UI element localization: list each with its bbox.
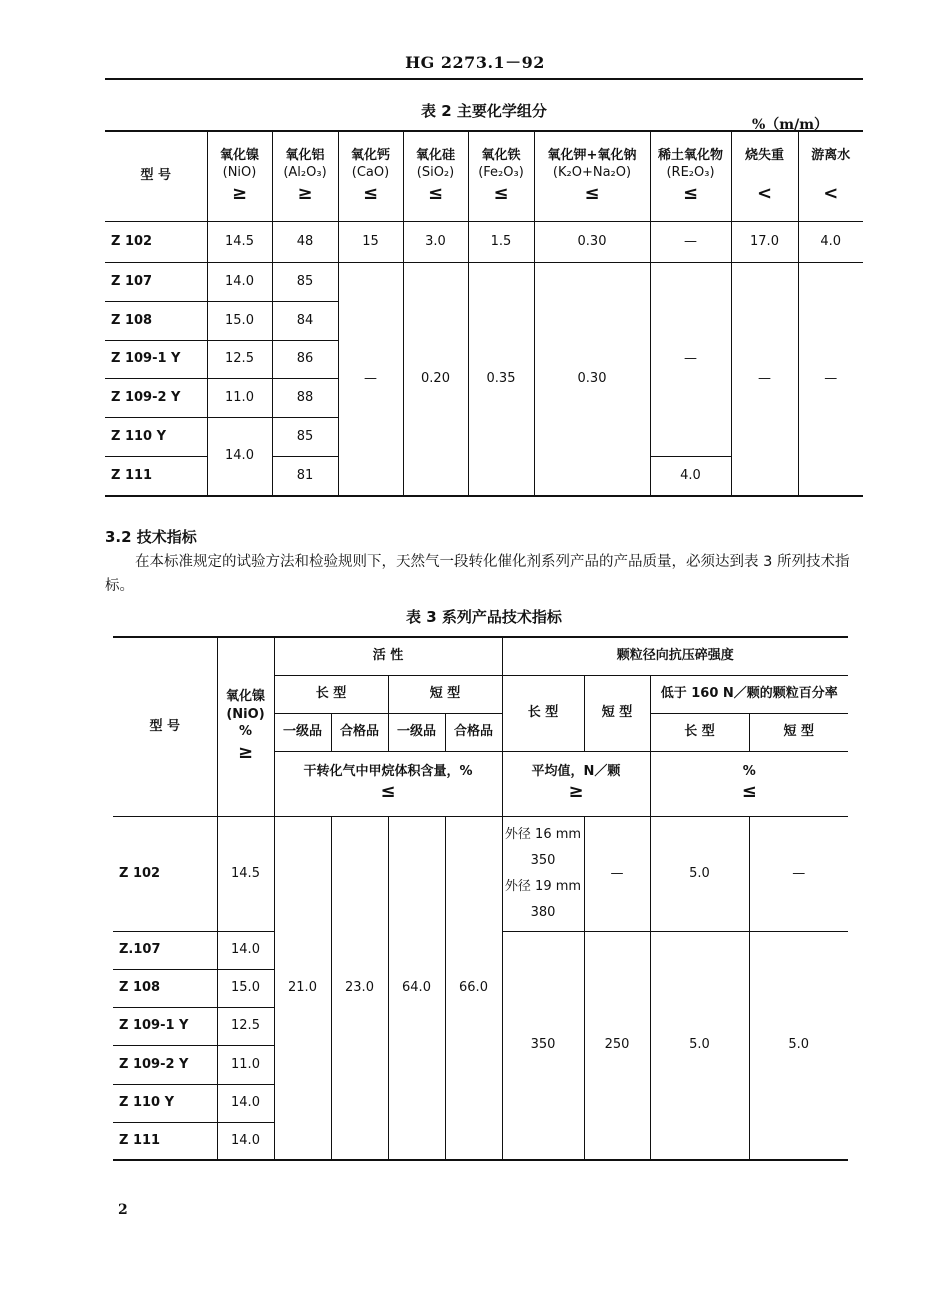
nio-cell: 15.0	[207, 301, 272, 340]
nio-cell: 14.0	[217, 931, 274, 969]
col-k2o-na2o: 氧化钾+氧化钠 (K₂O+Na₂O) ≤	[534, 131, 650, 221]
col-free-water: 游离水 <	[798, 131, 863, 221]
strength-short-header: 短 型	[584, 675, 650, 751]
sio2-merged-cell: 0.20	[403, 262, 468, 496]
col-re2o3: 稀土氧化物 (RE₂O₃) ≤	[650, 131, 731, 221]
fe2o3-cell: 1.5	[468, 221, 534, 262]
activity-long-header: 长 型	[274, 675, 388, 713]
model-cell: Z 109-2 Y	[113, 1045, 217, 1084]
short-grade1-value: 64.0	[388, 816, 445, 1160]
short-qualified-header: 合格品	[445, 713, 502, 751]
table3-technical-indicators	[113, 636, 848, 1161]
nio-cell: 12.5	[207, 340, 272, 378]
nio-cell: 14.5	[207, 221, 272, 262]
nio-cell: 11.0	[207, 378, 272, 417]
activity-short-header: 短 型	[388, 675, 502, 713]
activity-header: 活 性	[274, 637, 502, 675]
model-cell: Z 107	[105, 262, 207, 301]
short-grade1-header: 一级品	[388, 713, 445, 751]
nio-cell: 14.0	[217, 1084, 274, 1122]
col-al2o3: 氧化铝 (Al₂O₃) ≥	[272, 131, 338, 221]
z102-pct-short: —	[749, 816, 848, 931]
nio-cell: 14.5	[217, 816, 274, 931]
long-qualified-value: 23.0	[331, 816, 388, 1160]
water-merged-cell: —	[798, 262, 863, 496]
table3-model-header: 型 号	[113, 637, 217, 816]
table2-chemical-composition	[105, 130, 863, 497]
table3-caption: 表 3 系列产品技术指标	[406, 608, 562, 626]
loss-merged-cell: —	[731, 262, 798, 496]
table3-header-row-1	[113, 637, 848, 675]
standard-code: HG 2273.1－92	[405, 53, 545, 72]
model-cell: Z 110 Y	[113, 1084, 217, 1122]
z102-pct-long: 5.0	[650, 816, 749, 931]
nio-cell: 14.0	[207, 262, 272, 301]
section-title: 3.2 技术指标	[105, 528, 197, 546]
pct-unit-header: % ≤	[650, 751, 848, 816]
methane-unit-header: 干转化气中甲烷体积含量，% ≤	[274, 751, 502, 816]
k2o-na2o-cell: 0.30	[534, 221, 650, 262]
loss-cell: 17.0	[731, 221, 798, 262]
col-loss-on-ignition: 烧失重 <	[731, 131, 798, 221]
nio-cell: 15.0	[217, 969, 274, 1007]
z102-strength-long: 外径 16 mm 350 外径 19 mm 380	[502, 816, 584, 931]
model-cell: Z 108	[105, 301, 207, 340]
pct-long-value: 5.0	[650, 931, 749, 1160]
table2-header-row	[105, 131, 863, 221]
nio-merged-cell: 14.0	[207, 417, 272, 496]
re2o3-merged-cell: —	[650, 262, 731, 456]
pct-short-header: 短 型	[749, 713, 848, 751]
model-cell: Z.107	[113, 931, 217, 969]
section-paragraph: 在本标准规定的试验方法和检验规则下，天然气一段转化催化剂系列产品的产品质量，必须达到表 3 所列技术指标。	[105, 554, 850, 594]
strength-long-value: 350	[502, 931, 584, 1160]
cao-merged-cell: —	[338, 262, 403, 496]
fe2o3-merged-cell: 0.35	[468, 262, 534, 496]
strength-header: 颗粒径向抗压碎强度	[502, 637, 848, 675]
nio-cell: 11.0	[217, 1045, 274, 1084]
strength-long-header: 长 型	[502, 675, 584, 751]
sio2-cell: 3.0	[403, 221, 468, 262]
col-sio2: 氧化硅 (SiO₂) ≤	[403, 131, 468, 221]
header-rule	[105, 78, 863, 80]
table-row	[113, 816, 848, 931]
table2-model-header: 型 号	[105, 131, 207, 221]
long-qualified-header: 合格品	[331, 713, 388, 751]
model-cell: Z 111	[113, 1122, 217, 1160]
page-number: 2	[118, 1202, 128, 1218]
pct-short-value: 5.0	[749, 931, 848, 1160]
z102-strength-short: —	[584, 816, 650, 931]
table2-unit: %（m/m）	[752, 117, 829, 133]
pct-long-header: 长 型	[650, 713, 749, 751]
table-row	[105, 262, 863, 301]
long-grade1-header: 一级品	[274, 713, 331, 751]
table-row	[105, 221, 863, 262]
col-nio: 氧化镍 (NiO) ≥	[207, 131, 272, 221]
strength-short-value: 250	[584, 931, 650, 1160]
k2o-na2o-merged-cell: 0.30	[534, 262, 650, 496]
cao-cell: 15	[338, 221, 403, 262]
model-cell: Z 109-1 Y	[105, 340, 207, 378]
table2-caption: 表 2 主要化学组分	[421, 102, 547, 120]
model-cell: Z 108	[113, 969, 217, 1007]
model-cell: Z 109-1 Y	[113, 1007, 217, 1045]
al2o3-cell: 85	[272, 262, 338, 301]
model-cell: Z 102	[105, 221, 207, 262]
re2o3-cell: —	[650, 221, 731, 262]
water-cell: 4.0	[798, 221, 863, 262]
model-cell: Z 109-2 Y	[105, 378, 207, 417]
nio-cell: 12.5	[217, 1007, 274, 1045]
al2o3-cell: 86	[272, 340, 338, 378]
col-cao: 氧化钙 (CaO) ≤	[338, 131, 403, 221]
table3-nio-header: 氧化镍 (NiO) % ≥	[217, 637, 274, 816]
col-fe2o3: 氧化铁 (Fe₂O₃) ≤	[468, 131, 534, 221]
short-qualified-value: 66.0	[445, 816, 502, 1160]
al2o3-cell: 84	[272, 301, 338, 340]
model-cell: Z 102	[113, 816, 217, 931]
model-cell: Z 111	[111, 467, 153, 483]
low-strength-pct-header: 低于 160 N／颗的颗粒百分率	[650, 675, 848, 713]
al2o3-cell: 81	[272, 456, 338, 496]
al2o3-cell: 48	[272, 221, 338, 262]
nio-cell: 14.0	[217, 1122, 274, 1160]
long-grade1-value: 21.0	[274, 816, 331, 1160]
al2o3-cell: 85	[272, 417, 338, 456]
avg-unit-header: 平均值，N／颗 ≥	[502, 751, 650, 816]
al2o3-cell: 88	[272, 378, 338, 417]
model-cell: Z 110 Y	[105, 417, 207, 456]
re2o3-cell: 4.0	[650, 456, 731, 496]
